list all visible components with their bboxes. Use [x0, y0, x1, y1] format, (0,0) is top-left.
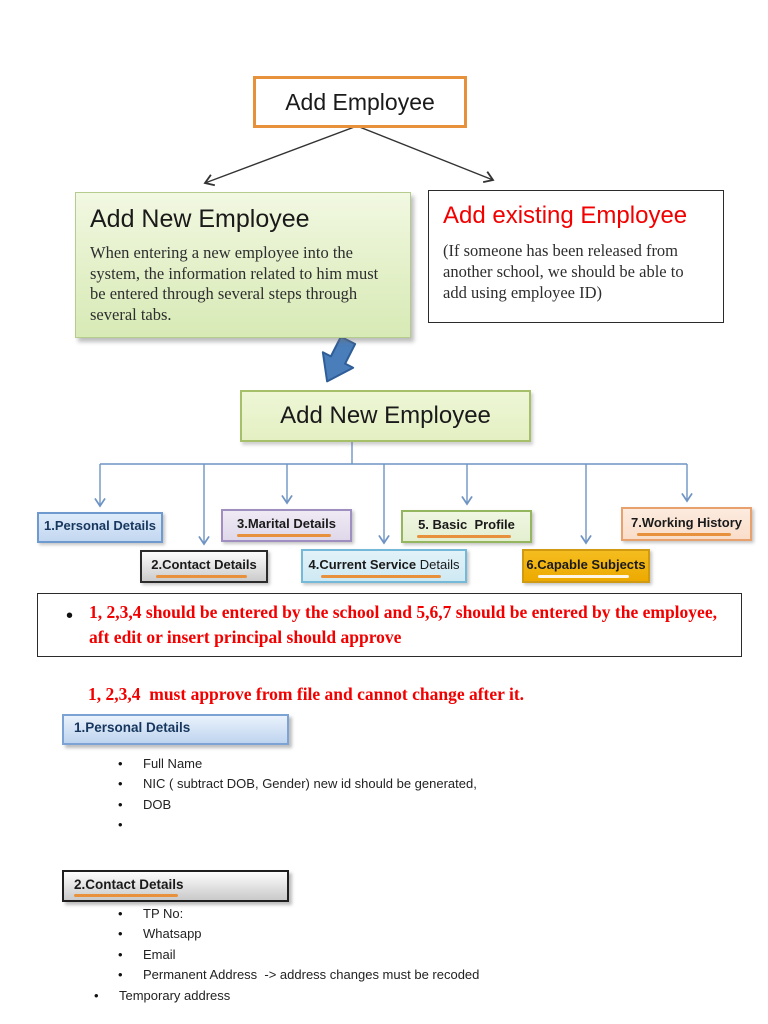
add-employee-box	[253, 76, 467, 128]
add-employee-label: Add Employee	[285, 88, 435, 115]
list-item	[118, 774, 477, 795]
tab-current-service-details	[301, 549, 467, 583]
root-branch-arrows	[205, 126, 493, 183]
list-item-text: • DOB	[143, 796, 172, 812]
section-personal-details-header	[62, 714, 289, 745]
list-item-text: • NIC ( subtract DOB, Gender) new id should be generated,	[143, 776, 477, 792]
add-new-employee-mid-box	[240, 390, 531, 442]
list-item-text: • Permanent Address -> address changes must be recoded	[143, 967, 480, 983]
section-title: 2.Contact Details	[74, 876, 184, 892]
section-title-underline	[74, 894, 178, 897]
list-item	[118, 965, 479, 986]
tab-label: 1.Personal Details	[44, 518, 156, 533]
tab-label: 4.Current Service	[308, 556, 417, 572]
tab-label: 2.Contact Details	[151, 557, 257, 572]
tab-label: 6.Capable Subjects	[526, 556, 646, 572]
add-new-employee-body: When entering a new employee into the system, the information related to him must be entered through several steps through several tabs.	[90, 243, 379, 324]
add-existing-employee-body: (If someone has been released from another school, we should be able to add using employee ID)	[443, 241, 684, 302]
add-existing-employee-box	[428, 190, 724, 323]
tab-label: 3.Marital Details	[237, 516, 336, 531]
add-existing-employee-title: Add existing Employee	[443, 202, 688, 229]
list-item	[94, 985, 479, 1006]
list-item	[118, 903, 479, 924]
add-new-employee-title: Add New Employee	[90, 205, 310, 233]
tab-underline	[637, 533, 731, 536]
section-title: 1.Personal Details	[74, 720, 191, 735]
contact-details-list	[118, 903, 479, 1006]
tab-underline	[538, 575, 630, 578]
tab-tree-connectors	[100, 442, 687, 544]
tab-label: 7.Working History	[630, 514, 742, 530]
personal-details-list	[118, 753, 477, 835]
list-item	[118, 944, 479, 965]
tab-contact-details	[140, 550, 268, 583]
tab-personal-details	[37, 512, 163, 543]
block-down-arrow	[312, 333, 363, 389]
add-new-employee-box	[75, 192, 411, 338]
tab-underline	[237, 534, 331, 537]
tab-underline	[417, 535, 511, 538]
list-item	[118, 815, 477, 836]
bullet-dot: •	[66, 605, 74, 627]
list-item-text: • Whatsapp	[143, 926, 202, 942]
list-item-text: • Full Name	[143, 755, 203, 771]
tab-underline	[321, 575, 441, 578]
tab-underline	[156, 575, 248, 578]
tab-label-regular: Details	[416, 556, 460, 572]
list-item-text: • Temporary address	[119, 987, 231, 1003]
approval-note-box	[37, 593, 742, 657]
list-item-text: • Email	[143, 946, 176, 962]
add-new-employee-mid-label: Add New Employee	[280, 402, 491, 429]
approve-from-file-note: 1, 2,3,4 must approve from file and cannot change after it.	[88, 684, 525, 704]
tab-marital-details	[221, 509, 352, 542]
tab-working-history	[621, 507, 752, 541]
tab-label: 5. Basic Profile	[418, 517, 515, 532]
tab-capable-subjects	[522, 549, 650, 583]
approval-note-text: 1, 2,3,4 should be entered by the school and 5,6,7 should be entered by the employee, aft edit or insert principal should approve	[89, 601, 722, 647]
tab-basic-profile	[401, 510, 532, 543]
list-item	[118, 794, 477, 815]
list-item	[118, 924, 479, 945]
list-item	[118, 753, 477, 774]
list-item-text: • TP No:	[143, 905, 184, 921]
section-contact-details-header	[62, 870, 289, 902]
